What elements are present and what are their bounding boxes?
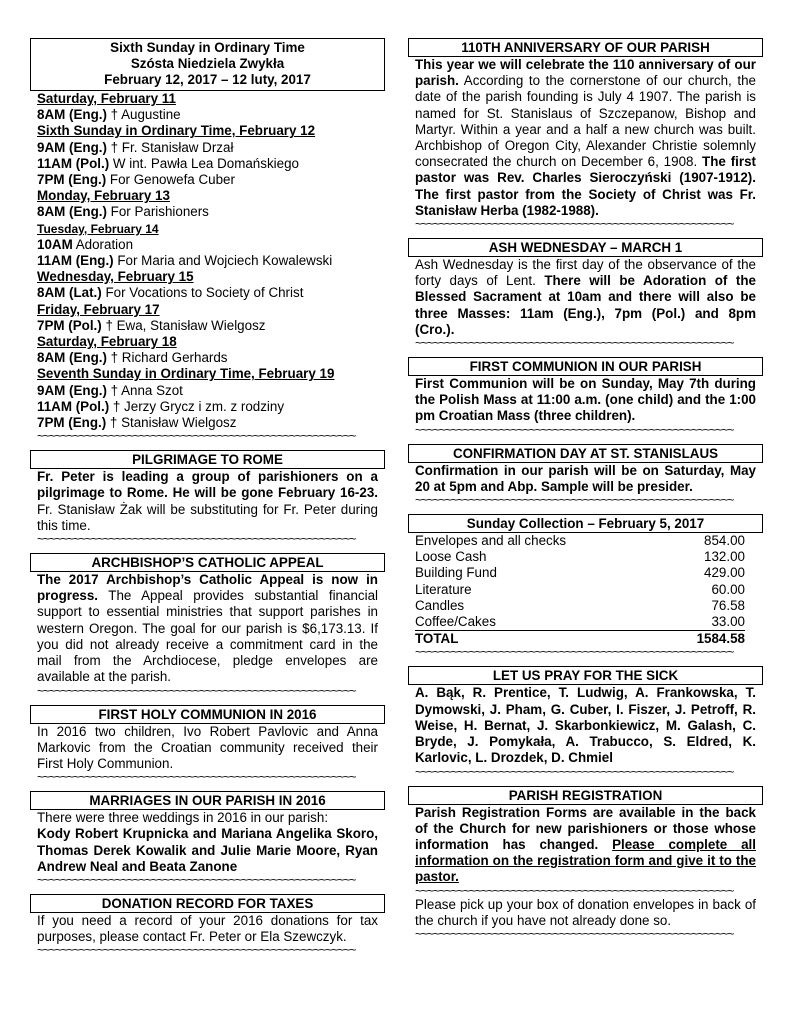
collection-amount: 854.00 — [704, 533, 745, 549]
pilgrimage-rest: Fr. Stanisław Żak will be substituting for Fr. Peter during this time. — [37, 501, 378, 533]
mass-intention: For Genowefa Cuber — [106, 172, 235, 188]
collection-amount: 76.58 — [711, 597, 745, 613]
mass-time: 7PM (Eng.) — [37, 172, 107, 188]
mass-time: 11AM (Eng.) — [37, 253, 114, 269]
schedule-day: Wednesday, February 15 — [37, 269, 194, 285]
schedule-mass — [37, 140, 378, 156]
collection-label: Candles — [415, 597, 465, 613]
separator: ~~~~~~~~~~~~~~~~~~~~~~~~~~~~~~~~~~~~~~~~~~~~~~~~~~~~~ — [415, 928, 734, 940]
ash-wednesday-bold: There will be Adoration of the Blessed Sacrament at 10am and there will also be three Masses: 11am (Eng.), 7pm (Pol.) and 8pm (Cro.). — [415, 273, 756, 337]
mass-intention: For Parishioners — [106, 204, 209, 220]
mass-time: 9AM (Eng.) — [37, 139, 107, 155]
collection-row — [415, 614, 745, 631]
envelopes-text: Please pick up your box of donation envelopes in back of the church if you have not already done so. — [415, 896, 756, 928]
mass-time: 10AM — [37, 236, 73, 252]
separator: ~~~~~~~~~~~~~~~~~~~~~~~~~~~~~~~~~~~~~~~~~~~~~~~~~~~~~ — [415, 219, 734, 231]
schedule-mass — [37, 204, 378, 220]
mass-time: 11AM (Pol.) — [37, 155, 110, 171]
collection-total-amount: 1584.58 — [665, 631, 745, 648]
separator: ~~~~~~~~~~~~~~~~~~~~~~~~~~~~~~~~~~~~~~~~~~~~~~~~~~~~~ — [37, 874, 356, 886]
marriages-names: Kody Robert Krupnicka and Mariana Angelika Skoro, Thomas Derek Kowalik and Julie Marie Moore, Ryan Andrew Neal and Beata Zanone — [37, 826, 378, 874]
schedule-day: Seventh Sunday in Ordinary Time, February 19 — [37, 366, 335, 382]
mass-time: 11AM (Pol.) — [37, 398, 110, 414]
schedule-day: Sixth Sunday in Ordinary Time, February 12 — [37, 123, 316, 139]
registration-text — [408, 805, 763, 886]
collection-label: Building Fund — [415, 565, 497, 581]
collection-amount: 132.00 — [704, 549, 745, 565]
mass-intention: Adoration — [72, 236, 134, 252]
schedule-mass — [37, 399, 378, 415]
schedule-mass — [37, 237, 378, 253]
schedule-mass — [37, 415, 378, 431]
donation-record-heading: DONATION RECORD FOR TAXES — [30, 894, 385, 913]
right-column — [408, 38, 763, 940]
schedule-mass — [37, 172, 378, 188]
collection-row — [415, 582, 745, 598]
mass-intention: † Ewa, Stanisław Wielgosz — [101, 317, 266, 333]
anniversary-bold-intro: This year we will celebrate the 110 anniversary of our parish. — [415, 57, 756, 89]
mass-time: 7PM (Eng.) — [37, 415, 107, 431]
donation-record-text: If you need a record of your 2016 donations for tax purposes, please contact Fr. Peter or Ela Szewczyk. — [37, 912, 378, 945]
schedule-mass — [37, 156, 378, 172]
collection-row — [415, 598, 745, 614]
separator: ~~~~~~~~~~~~~~~~~~~~~~~~~~~~~~~~~~~~~~~~~~~~~~~~~~~~~ — [37, 534, 356, 546]
schedule-day: Saturday, February 11 — [37, 91, 176, 106]
pilgrimage-heading: PILGRIMAGE TO ROME — [30, 450, 385, 469]
schedule-mass — [37, 318, 378, 334]
anniversary-text — [408, 57, 763, 219]
marriages-intro: There were three weddings in 2016 in our parish: — [37, 810, 329, 826]
confirmation-text: Confirmation in our parish will be on Saturday, May 20 at 5pm and Abp. Sample will be presider. — [415, 462, 756, 494]
separator: ~~~~~~~~~~~~~~~~~~~~~~~~~~~~~~~~~~~~~~~~~~~~~~~~~~~~~ — [415, 338, 734, 350]
collection-amount: 33.00 — [711, 614, 745, 630]
mass-intention: † Fr. Stanisław Drzał — [106, 139, 234, 155]
mass-time: 8AM (Lat.) — [37, 285, 102, 301]
communion-2016-heading: FIRST HOLY COMMUNION IN 2016 — [30, 705, 385, 724]
mass-time: 8AM (Eng.) — [37, 107, 107, 123]
collection-total-row — [415, 631, 745, 648]
mass-time: 8AM (Eng.) — [37, 350, 107, 366]
separator: ~~~~~~~~~~~~~~~~~~~~~~~~~~~~~~~~~~~~~~~~~~~~~~~~~~~~~ — [415, 885, 734, 897]
first-communion-text: First Communion will be on Sunday, May 7th during the Polish Mass at 11:00 a.m. (one child) and the 1:00 pm Croatian Mass (three children). — [415, 376, 756, 424]
schedule-mass — [37, 350, 378, 366]
mass-intention: † Jerzy Grycz i zm. z rodziny — [109, 398, 285, 414]
collection-label: Literature — [415, 581, 472, 597]
left-column — [30, 38, 385, 956]
collection-table-wrap — [408, 533, 763, 647]
schedule-mass — [37, 253, 378, 269]
separator: ~~~~~~~~~~~~~~~~~~~~~~~~~~~~~~~~~~~~~~~~~~~~~~~~~~~~~ — [415, 766, 734, 778]
separator: ~~~~~~~~~~~~~~~~~~~~~~~~~~~~~~~~~~~~~~~~~~~~~~~~~~~~~ — [37, 431, 356, 443]
schedule-day: Saturday, February 18 — [37, 334, 177, 350]
schedule-mass — [37, 107, 378, 123]
mass-intention: For Vocations to Society of Christ — [101, 285, 304, 301]
mass-intention: W int. Pawła Lea Domańskiego — [109, 155, 299, 171]
ash-wednesday-text — [408, 257, 763, 338]
separator: ~~~~~~~~~~~~~~~~~~~~~~~~~~~~~~~~~~~~~~~~~~~~~~~~~~~~~ — [37, 772, 356, 784]
appeal-bold: The 2017 Archbishop’s Catholic Appeal is now in progress. — [37, 572, 378, 604]
communion-2016-text: In 2016 two children, Ivo Robert Pavlovic and Anna Markovic from the Croatian community received their First Holy Communion. — [37, 723, 378, 771]
separator: ~~~~~~~~~~~~~~~~~~~~~~~~~~~~~~~~~~~~~~~~~~~~~~~~~~~~~ — [415, 495, 734, 507]
first-communion-heading: FIRST COMMUNION IN OUR PARISH — [408, 357, 763, 376]
pilgrimage-bold: Fr. Peter is leading a group of parishioners on a pilgrimage to Rome. He will be gone February 16-23. — [37, 469, 378, 501]
appeal-heading: ARCHBISHOP’S CATHOLIC APPEAL — [30, 553, 385, 572]
mass-schedule-list — [30, 91, 385, 431]
pray-sick-names: A. Bąk, R. Prentice, T. Ludwig, A. Frankowska, T. Dymowski, J. Pham, G. Cuber, I. Fiszer, J. Petroff, R. Weise, H. Bernat, J. Skarbonkiewicz, M. Galash, C. Bryde, J. Pomykała, A. Trabucco, S. Eldred, K. Karlovic, L. Drozdek, D. Chmiel — [415, 685, 756, 766]
mass-intention: † Stanisław Wielgosz — [106, 415, 237, 431]
separator: ~~~~~~~~~~~~~~~~~~~~~~~~~~~~~~~~~~~~~~~~~~~~~~~~~~~~~ — [37, 685, 356, 697]
collection-amount: 429.00 — [704, 565, 745, 581]
appeal-text — [30, 572, 385, 685]
pilgrimage-text — [30, 469, 385, 534]
marriages-heading: MARRIAGES IN OUR PARISH IN 2016 — [30, 791, 385, 810]
schedule-day: Friday, February 17 — [37, 301, 160, 317]
collection-total-label: TOTAL — [415, 631, 665, 648]
collection-table — [415, 533, 745, 647]
mass-title-polish: Szósta Niedziela Zwykła — [130, 56, 285, 71]
separator: ~~~~~~~~~~~~~~~~~~~~~~~~~~~~~~~~~~~~~~~~~~~~~~~~~~~~~ — [415, 647, 734, 659]
mass-intention: † Augustine — [106, 107, 181, 123]
ash-wednesday-intro: Ash Wednesday is the first day of the observance of the forty days of Lent. — [415, 257, 756, 289]
anniversary-rest: According to the cornerstone of our church, the date of the parish founding is July 4 1907. The parish is named for St. Stanislaus of Szczepanow, Bishop and Martyr. Within a year and a half a new church was built. Archbishop of Oregon City, Alexander Christie solemnly consecrated the church on December 6, 1908. — [415, 73, 756, 170]
collection-label: Coffee/Cakes — [415, 614, 496, 630]
mass-time: 8AM (Eng.) — [37, 204, 107, 220]
collection-label: Loose Cash — [415, 549, 487, 565]
mass-time: 7PM (Pol.) — [37, 317, 102, 333]
collection-label: Envelopes and all checks — [415, 533, 567, 549]
collection-heading: Sunday Collection – February 5, 2017 — [408, 514, 763, 533]
mass-dates: February 12, 2017 – 12 luty, 2017 — [104, 72, 311, 87]
collection-amount: 60.00 — [711, 581, 745, 597]
confirmation-heading: CONFIRMATION DAY AT ST. STANISLAUS — [408, 444, 763, 463]
registration-heading: PARISH REGISTRATION — [408, 786, 763, 805]
collection-row — [415, 549, 745, 565]
collection-row — [415, 533, 745, 549]
mass-intention: For Maria and Wojciech Kowalewski — [113, 253, 333, 269]
pray-sick-heading: LET US PRAY FOR THE SICK — [408, 666, 763, 685]
registration-bold: Parish Registration Forms are available in the back of the Church for new parishioners or those whose information has changed. — [415, 804, 756, 852]
schedule-mass — [37, 383, 378, 399]
marriages-text — [30, 810, 385, 875]
mass-time: 9AM (Eng.) — [37, 382, 107, 398]
anniversary-heading: 110TH ANNIVERSARY OF OUR PARISH — [408, 38, 763, 57]
mass-intention: † Anna Szot — [106, 382, 183, 398]
mass-title-english: Sixth Sunday in Ordinary Time — [110, 40, 305, 55]
schedule-day: Monday, February 13 — [37, 188, 170, 204]
separator: ~~~~~~~~~~~~~~~~~~~~~~~~~~~~~~~~~~~~~~~~~~~~~~~~~~~~~ — [415, 424, 734, 436]
mass-intention: † Richard Gerhards — [106, 350, 228, 366]
appeal-rest: The Appeal provides substantial financial support to essential ministries that support parishes in western Oregon. The goal for our parish is $6,173.13. If you did not already receive a commitment card in the mail from the Archdiocese, pledge envelopes are available at the parish. — [37, 588, 378, 685]
separator: ~~~~~~~~~~~~~~~~~~~~~~~~~~~~~~~~~~~~~~~~~~~~~~~~~~~~~ — [37, 945, 356, 957]
collection-row — [415, 565, 745, 581]
schedule-day: Tuesday, February 14 — [37, 221, 159, 236]
ash-wednesday-heading: ASH WEDNESDAY – MARCH 1 — [408, 238, 763, 257]
anniversary-bold-pastors: The first pastor was Rev. Charles Sieroczyński (1907-1912). The first pastor from the Society of Christ was Fr. Stanisław Herba (1982-1988). — [415, 154, 757, 218]
mass-schedule-header — [30, 38, 385, 91]
schedule-mass — [37, 285, 378, 301]
registration-underline: Please complete all information on the registration form and give it to the pastor. — [415, 836, 756, 885]
